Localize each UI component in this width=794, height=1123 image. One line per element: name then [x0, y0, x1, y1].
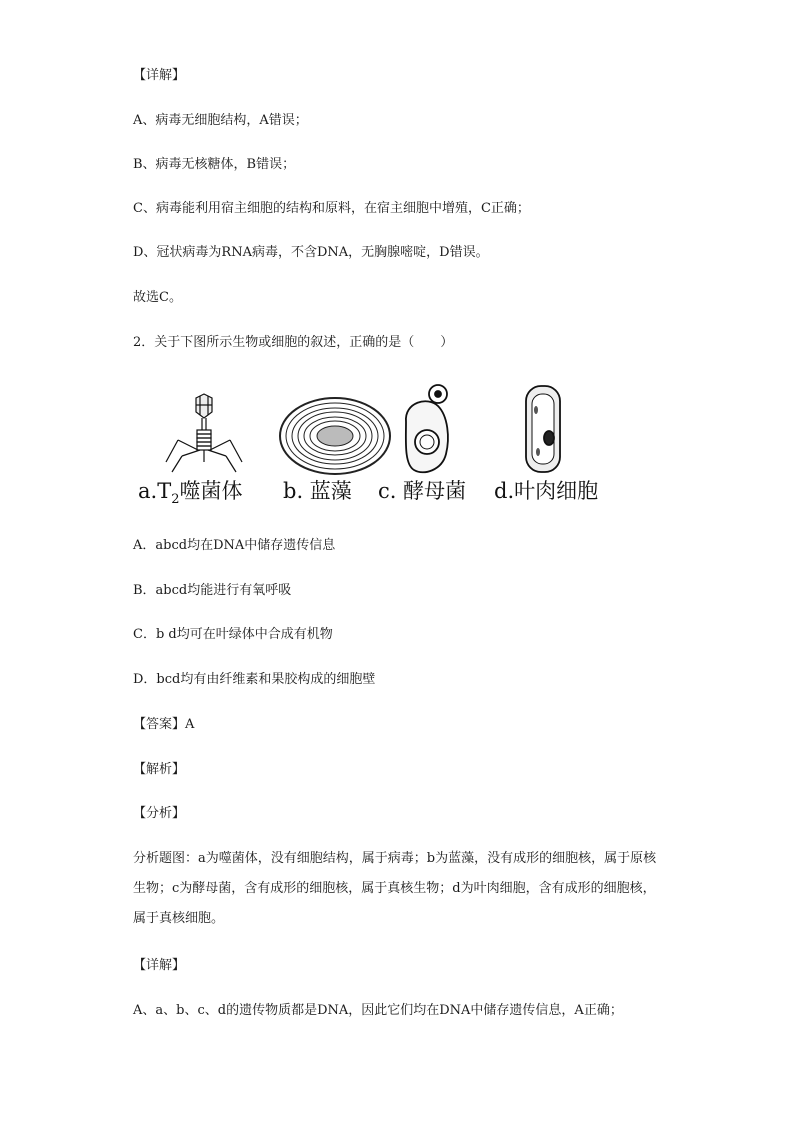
fenxi-heading: 【分析】 — [133, 806, 186, 821]
explain-conclusion: 故选C。 — [133, 290, 182, 305]
explain-item-b: B、病毒无核糖体，B错误； — [133, 157, 296, 172]
option-d: D．bcd均有由纤维素和果胶构成的细胞壁 — [133, 672, 376, 687]
cyanobacteria-drawing — [280, 398, 390, 474]
figure-label-d: d.叶肉细胞 — [494, 479, 599, 503]
answer-text: 【答案】A — [133, 717, 195, 732]
figure-label-c: c. 酵母菌 — [378, 479, 467, 503]
organisms-figure — [138, 380, 618, 508]
detail-heading: 【详解】 — [133, 958, 186, 973]
figure-label-a-prefix: a.T — [138, 479, 172, 503]
explain-item-d: D、冠状病毒为RNA病毒，不含DNA，无胸腺嘧啶，D错误。 — [133, 245, 489, 260]
figure-label-a — [138, 475, 242, 507]
question-stem: 2．关于下图所示生物或细胞的叙述，正确的是（ ） — [133, 335, 454, 350]
explain-item-c: C、病毒能利用宿主细胞的结构和原料，在宿主细胞中增殖，C正确； — [133, 201, 530, 216]
explain-item-a: A、病毒无细胞结构，A错误； — [133, 113, 308, 128]
fenxi-paragraph: 分析题图：a为噬菌体，没有细胞结构，属于病毒；b为蓝藻，没有成形的细胞核，属于原核生物；c为酵母菌，含有成形的细胞核，属于真核生物；d为叶肉细胞，含有成形的细胞核，属于真核细胞。 — [133, 851, 657, 926]
figure-label-a-name: 噬菌体 — [179, 479, 243, 503]
detail-item-a: A、a、b、c、d的遗传物质都是DNA，因此它们均在DNA中储存遗传信息，A正确； — [133, 1003, 623, 1018]
explain-heading: 【详解】 — [133, 68, 186, 83]
leaf-cell-drawing — [526, 386, 560, 472]
option-a: A．abcd均在DNA中储存遗传信息 — [133, 538, 336, 553]
analysis-heading: 【解析】 — [133, 762, 186, 777]
bacteriophage-drawing — [166, 394, 242, 472]
figure-label-b: b. 蓝藻 — [283, 479, 352, 503]
option-c: C．b d均可在叶绿体中合成有机物 — [133, 627, 333, 642]
figure-label-a-sub: 2 — [171, 492, 180, 508]
option-b: B．abcd均能进行有氧呼吸 — [133, 583, 292, 598]
yeast-drawing — [406, 385, 448, 472]
